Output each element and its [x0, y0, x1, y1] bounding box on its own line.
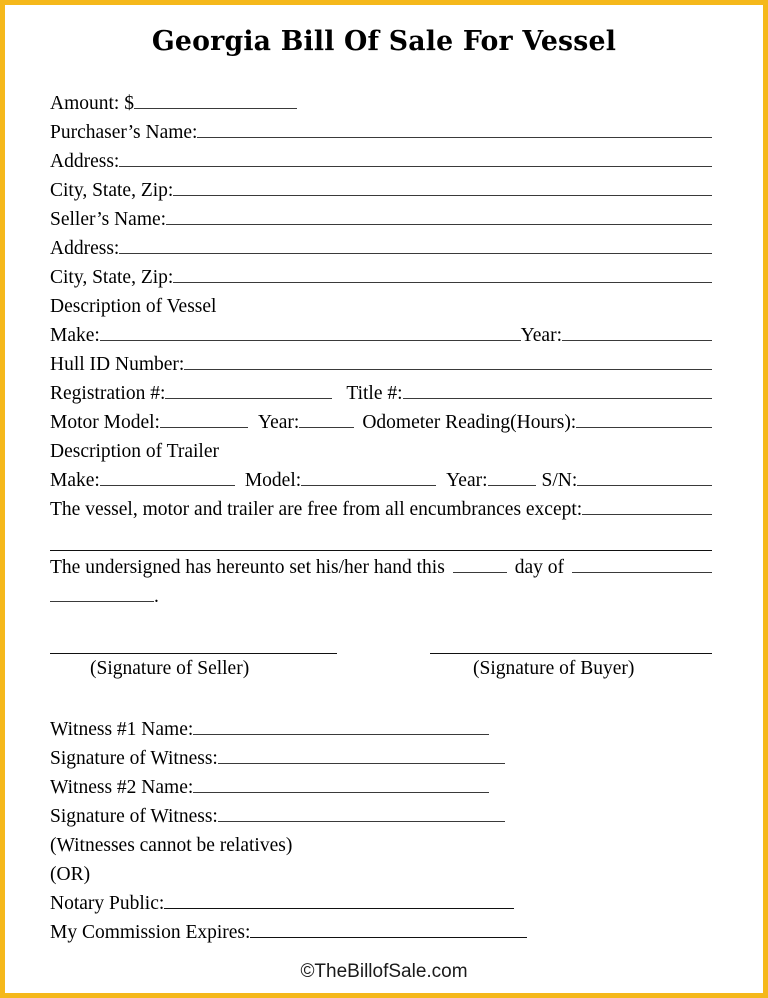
seller-address-label: Address:	[50, 238, 120, 259]
commission-expires-label: My Commission Expires:	[50, 922, 251, 943]
amount-input-line[interactable]	[134, 89, 297, 109]
day-input-line[interactable]	[453, 553, 507, 573]
witness1-signature-label: Signature of Witness:	[50, 748, 218, 769]
amount-label: Amount: $	[50, 93, 134, 114]
field-row-witness2-name	[50, 773, 712, 802]
purchaser-name-input-line[interactable]	[197, 118, 712, 138]
hull-id-label: Hull ID Number:	[50, 354, 185, 375]
field-row-witness1-signature	[50, 744, 712, 773]
trailer-year-label: Year:	[446, 470, 488, 491]
field-row-purchaser-name	[50, 118, 712, 147]
trailer-section-heading-row	[50, 437, 712, 466]
field-row-seller-city-state-zip	[50, 263, 712, 292]
field-row-or	[50, 860, 712, 889]
registration-input-line[interactable]	[165, 379, 332, 399]
seller-address-input-line[interactable]	[119, 234, 712, 254]
vessel-make-label: Make:	[50, 325, 100, 346]
seller-signature-line[interactable]	[50, 633, 337, 654]
seller-city-state-zip-label: City, State, Zip:	[50, 267, 174, 288]
encumbrances-continuation-line[interactable]	[50, 530, 712, 551]
field-row-commission-expires	[50, 918, 712, 947]
title-number-input-line[interactable]	[403, 379, 712, 399]
odometer-label: Odometer Reading(Hours):	[362, 412, 577, 433]
footer-copyright: ©TheBillofSale.com	[300, 961, 468, 982]
notary-public-input-line[interactable]	[164, 889, 514, 909]
month-continuation-input-line[interactable]	[50, 582, 154, 602]
commission-expires-input-line[interactable]	[250, 918, 527, 938]
month-input-line[interactable]	[572, 553, 712, 573]
vessel-section-heading-row	[50, 292, 712, 321]
day-of-label: day of	[514, 557, 565, 578]
motor-year-label: Year:	[257, 412, 300, 433]
field-row-month-continuation	[50, 582, 712, 611]
field-row-motor	[50, 408, 712, 437]
witness1-name-input-line[interactable]	[193, 715, 489, 735]
form-fields	[50, 89, 712, 947]
or-label: (OR)	[50, 864, 91, 885]
purchaser-address-input-line[interactable]	[119, 147, 712, 167]
witness1-signature-input-line[interactable]	[218, 744, 505, 764]
signature-lines-row	[50, 628, 712, 654]
field-row-witness1-name	[50, 715, 712, 744]
purchaser-city-state-zip-input-line[interactable]	[173, 176, 712, 196]
seller-city-state-zip-input-line[interactable]	[173, 263, 712, 283]
field-row-seller-name	[50, 205, 712, 234]
motor-model-input-line[interactable]	[160, 408, 248, 428]
seller-name-input-line[interactable]	[166, 205, 712, 225]
field-row-vessel-make-year	[50, 321, 712, 350]
trailer-model-label: Model:	[244, 470, 302, 491]
witness2-signature-label: Signature of Witness:	[50, 806, 218, 827]
motor-model-label: Motor Model:	[50, 412, 160, 433]
encumbrances-continuation-row	[50, 524, 712, 553]
page-title: Georgia Bill Of Sale For Vessel	[151, 26, 617, 57]
witness1-name-label: Witness #1 Name:	[50, 719, 194, 740]
witness2-name-label: Witness #2 Name:	[50, 777, 194, 798]
trailer-make-input-line[interactable]	[100, 466, 235, 486]
trailer-model-input-line[interactable]	[301, 466, 436, 486]
buyer-signature-caption: (Signature of Buyer)	[473, 658, 635, 679]
trailer-make-label: Make:	[50, 470, 100, 491]
purchaser-city-state-zip-label: City, State, Zip:	[50, 180, 174, 201]
field-row-seller-address	[50, 234, 712, 263]
field-row-encumbrances	[50, 495, 712, 524]
witness2-signature-input-line[interactable]	[218, 802, 505, 822]
seller-name-label: Seller’s Name:	[50, 209, 167, 230]
odometer-input-line[interactable]	[576, 408, 712, 428]
encumbrances-input-line[interactable]	[582, 495, 712, 515]
witness-note: (Witnesses cannot be relatives)	[50, 835, 293, 856]
motor-year-input-line[interactable]	[299, 408, 354, 428]
trailer-section-heading: Description of Trailer	[50, 441, 219, 462]
trailer-serial-label: S/N:	[541, 470, 578, 491]
vessel-section-heading: Description of Vessel	[50, 296, 217, 317]
vessel-make-input-line[interactable]	[100, 321, 521, 341]
field-row-notary-public	[50, 889, 712, 918]
signature-spacer	[50, 611, 712, 623]
vessel-year-label: Year:	[520, 325, 562, 346]
field-row-witness2-signature	[50, 802, 712, 831]
field-row-registration-title	[50, 379, 712, 408]
witness-section-spacer	[50, 684, 712, 715]
document-page	[5, 5, 763, 993]
field-row-trailer	[50, 466, 712, 495]
buyer-signature-line[interactable]	[430, 633, 712, 654]
purchaser-name-label: Purchaser’s Name:	[50, 122, 198, 143]
encumbrances-statement: The vessel, motor and trailer are free from all encumbrances except:	[50, 499, 583, 520]
undersigned-statement: The undersigned has hereunto set his/her hand this	[50, 557, 445, 578]
title-number-label: Title #:	[346, 383, 403, 404]
registration-label: Registration #:	[50, 383, 166, 404]
seller-signature-caption: (Signature of Seller)	[90, 658, 250, 679]
purchaser-address-label: Address:	[50, 151, 120, 172]
signature-captions-row	[50, 654, 712, 684]
field-row-purchaser-address	[50, 147, 712, 176]
field-row-amount	[50, 89, 712, 118]
witness2-name-input-line[interactable]	[193, 773, 489, 793]
notary-public-label: Notary Public:	[50, 893, 165, 914]
field-row-purchaser-city-state-zip	[50, 176, 712, 205]
vessel-year-input-line[interactable]	[562, 321, 712, 341]
field-row-hull-id	[50, 350, 712, 379]
field-row-witness-note	[50, 831, 712, 860]
period-label: .	[154, 586, 159, 607]
trailer-year-input-line[interactable]	[488, 466, 536, 486]
trailer-serial-input-line[interactable]	[577, 466, 712, 486]
hull-id-input-line[interactable]	[184, 350, 712, 370]
field-row-undersigned	[50, 553, 712, 582]
